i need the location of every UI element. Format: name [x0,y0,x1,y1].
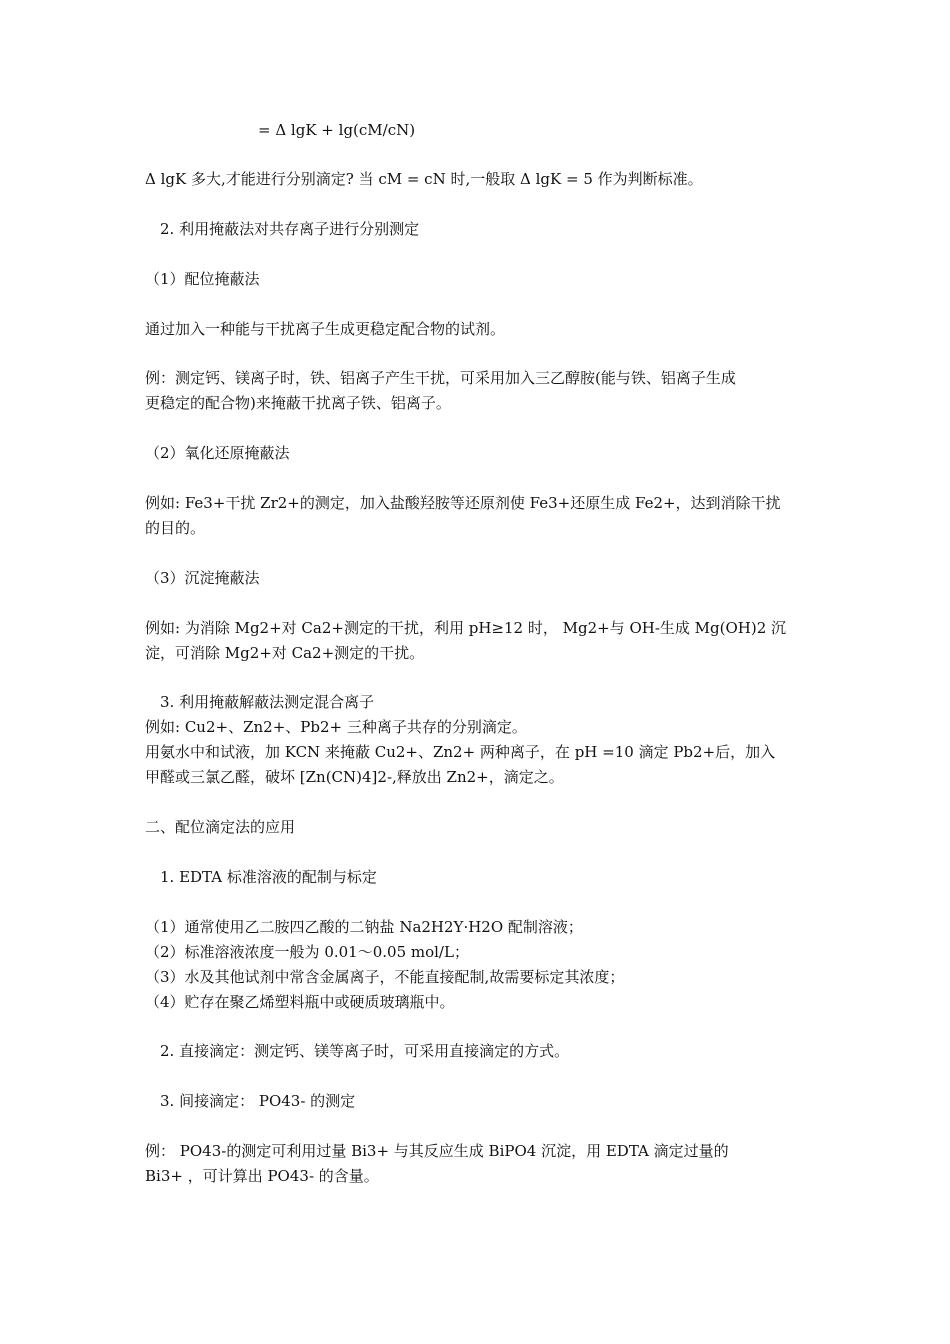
example3-line1: 例如: 为消除 Mg2+对 Ca2+测定的干扰，利用 pH≥12 时， Mg2+与 OH-生成 Mg(OH)2 沉 [145,619,787,637]
edta-item-4: （4）贮存在聚乙烯塑料瓶中或硬质玻璃瓶中。 [145,993,455,1011]
example4-line1: 例如: Cu2+、Zn2+、Pb2+ 三种离子共存的分别滴定。 [145,718,527,736]
criterion-paragraph: Δ lgK 多大,才能进行分别滴定? 当 cM = cN 时,一般取 Δ lgK = 5 作为判断标准。 [145,170,703,188]
example1-line2: 更稳定的配合物)来掩蔽干扰离子铁、铝离子。 [145,394,451,412]
example2-line2: 的目的。 [145,519,206,537]
example2-line1: 例如: Fe3+干扰 Zr2+的测定，加入盐酸羟胺等还原剂使 Fe3+还原生成 Fe2+，达到消除干扰 [145,494,781,512]
example4-line3: 甲醛或三氯乙醛，破坏 [Zn(CN)4]2-,释放出 Zn2+，滴定之。 [145,768,564,786]
heading-demasking: 3. 利用掩蔽解蔽法测定混合离子 [160,693,375,711]
edta-item-3: （3）水及其他试剂中常含金属离子，不能直接配制,故需要标定其浓度； [145,968,625,986]
example5-line2: Bi3+ ，可计算出 PO43- 的含量。 [145,1167,379,1185]
example3-line2: 淀，可消除 Mg2+对 Ca2+测定的干扰。 [145,644,425,662]
heading-indirect-titration: 3. 间接滴定： PO43- 的测定 [160,1092,356,1110]
heading-direct-titration: 2. 直接滴定：测定钙、镁等离子时，可采用直接滴定的方式。 [160,1042,570,1060]
example1-line1: 例：测定钙、镁离子时，铁、铝离子产生干扰，可采用加入三乙醇胺(能与铁、铝离子生成 [145,369,736,387]
heading-section-applications: 二、配位滴定法的应用 [145,818,296,836]
heading-redox-masking: （2）氧化还原掩蔽法 [145,444,290,462]
heading-edta-preparation: 1. EDTA 标准溶液的配制与标定 [160,868,377,886]
heading-masking-method: 2. 利用掩蔽法对共存离子进行分别测定 [160,220,420,238]
example4-line2: 用氨水中和试液，加 KCN 来掩蔽 Cu2+、Zn2+ 两种离子，在 pH =10 滴定 Pb2+后，加入 [145,743,776,761]
coordination-masking-paragraph: 通过加入一种能与干扰离子生成更稳定配合物的试剂。 [145,320,506,338]
edta-item-1: （1）通常使用乙二胺四乙酸的二钠盐 Na2H2Y·H2O 配制溶液； [145,918,583,936]
formula-line: = Δ lgK + lg(cM/cN) [258,121,416,139]
heading-precipitation-masking: （3）沉淀掩蔽法 [145,569,260,587]
example5-line1: 例： PO43-的测定可利用过量 Bi3+ 与其反应生成 BiPO4 沉淀，用 EDTA 滴定过量的 [145,1142,729,1160]
heading-coordination-masking: （1）配位掩蔽法 [145,270,260,288]
edta-item-2: （2）标准溶液浓度一般为 0.01～0.05 mol/L； [145,943,469,961]
